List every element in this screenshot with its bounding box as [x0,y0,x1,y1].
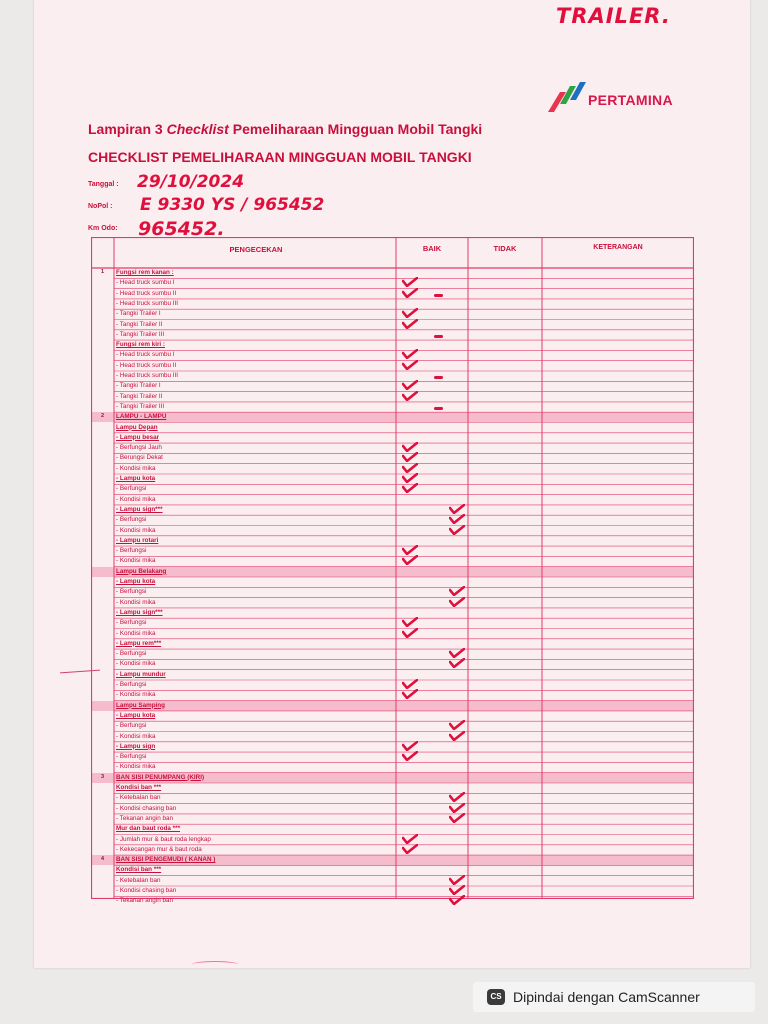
row-label: - Head truck sumbu III [116,299,178,307]
table-row [91,659,694,669]
row-label: Mur dan baut roda *** [116,825,181,833]
header-keterangan: KETERANGAN [593,244,643,251]
table-row [91,515,694,525]
checkmark-icon [402,319,418,329]
row-label: - Tangki Trailer II [116,392,163,400]
table-row [91,268,694,278]
row-label: - Lampu kota [116,475,156,482]
table-row [91,453,694,463]
checkmark-icon [449,895,465,905]
km-odo-label: Km Odo: [88,225,118,232]
table-row [91,865,694,875]
checkmark-icon [402,308,418,318]
checkmark-icon [402,617,418,627]
table-row [91,587,694,597]
row-label: Kondisi ban *** [116,866,162,874]
row-label: - Head truck sumbu I [116,279,175,287]
row-label: - Berfungsi [116,650,147,658]
checkmark-icon [449,720,465,730]
document-title-appendix: Lampiran 3 Checklist Pemeliharaan Mingguan Mobil Tangki [88,121,483,137]
table-row [91,567,694,577]
row-label: - Head truck sumbu II [116,289,177,297]
table-row [91,464,694,474]
handwritten-date: 29/10/2024 [137,172,245,192]
table-row [91,855,694,865]
row-label: - Berfungsi [116,753,147,761]
row-label: - Tangki Trailer III [116,330,165,338]
table-row [91,350,694,360]
table-row [91,793,694,803]
checkmark-icon [449,885,465,895]
table-row [91,495,694,505]
row-label: - Tangki Trailer I [116,382,161,390]
handwritten-km-odo: 965452. [138,218,225,240]
handwritten-trailer-note: TRAILER. [556,4,671,28]
checkmark-icon [402,288,418,298]
table-row [91,309,694,319]
checkmark-icon [449,648,465,658]
checkmark-icon [402,483,418,493]
checkmark-icon [402,277,418,287]
row-label: BAN SISI PENUMPANG (KIRI) [116,773,205,781]
row-label: Lampu Samping [116,701,165,709]
row-label: - Lampu sign*** [116,505,163,513]
table-row [91,845,694,855]
dash-mark [434,376,443,379]
table-row [91,330,694,340]
row-label: - Kondisi mika [116,660,156,668]
table-row [91,701,694,711]
header-baik: BAIK [422,244,442,253]
row-label: - Jumlah mur & baut roda lengkap [116,835,211,843]
checkmark-icon [449,813,465,823]
table-row [91,886,694,896]
section-number: 1 [100,269,105,275]
dash-mark [434,335,443,338]
row-label: - Kondisi chasing ban [116,887,177,894]
table-row [91,505,694,515]
table-row [91,742,694,752]
row-label: - Kondisi mika [116,526,156,534]
table-row [91,649,694,659]
table-row [91,732,694,742]
row-label: - Kondisi mika [116,598,156,606]
row-label: Lampu Belakang [116,567,167,575]
row-label: - Tekanan angin ban [116,897,173,905]
checkmark-icon [449,525,465,535]
checkmark-icon [449,658,465,668]
row-label: - Lampu kota [116,578,156,585]
table-row [91,804,694,814]
checkmark-icon [402,349,418,359]
checkmark-icon [449,586,465,596]
pertamina-logo-icon [546,82,586,114]
checkmark-icon [402,628,418,638]
table-row [91,773,694,783]
table-row [91,608,694,618]
table-row [91,546,694,556]
checkmark-icon [402,473,418,483]
camscanner-watermark [473,982,755,1012]
section-number: 4 [100,856,105,863]
table-row [91,392,694,402]
checkmark-icon [449,875,465,885]
row-label: - Lampu mundur [116,670,166,678]
table-row [91,629,694,639]
table-row [91,639,694,649]
table-row [91,402,694,412]
row-label: - Tekanan angin ban [116,814,173,822]
section-number: 3 [100,773,105,780]
table-row [91,711,694,721]
table-row [91,484,694,494]
table-row [91,783,694,793]
table-row [91,896,694,906]
table-row [91,299,694,309]
row-label: - Kondisi mika [116,557,156,565]
row-label: - Lampu besar [116,433,160,441]
table-row [91,381,694,391]
row-label: - Kondisi mika [116,464,156,472]
table-row [91,526,694,536]
checkmark-icon [402,391,418,401]
row-label: - Berfungsi Jauh [116,444,162,452]
row-label: - Head truck sumbu II [116,361,177,369]
checkmark-icon [402,689,418,699]
table-row [91,876,694,886]
table-row [91,618,694,628]
row-label: - Berfungsi [116,485,147,493]
table-row [91,690,694,700]
nopol-label: NoPol : [88,203,113,210]
row-label: BAN SISI PENGEMUDI ( KANAN ) [116,856,216,864]
document-title-checklist: CHECKLIST PEMELIHARAAN MINGGUAN MOBIL TANGKI [88,149,472,165]
checkmark-icon [402,555,418,565]
row-label: - Kekecangan mur & baut roda [116,845,202,853]
checkmark-icon [402,360,418,370]
table-row [91,577,694,587]
row-label: - Berfungsi [116,681,147,688]
table-row [91,598,694,608]
table-row [91,412,694,422]
row-label: - Tangki Trailer II [116,320,163,328]
table-row [91,835,694,845]
checkmark-icon [402,442,418,452]
table-row [91,680,694,690]
row-label: - Lampu kota [116,711,156,719]
checkmark-icon [402,545,418,555]
row-label: - Berfungsi [116,547,147,555]
header-pengecekan: PENGECEKAN [229,245,283,254]
table-row [91,278,694,288]
row-label: Fungsi rem kanan : [116,269,174,276]
checkmark-icon [449,514,465,524]
row-label: - Head truck sumbu III [116,372,178,379]
row-label: - Tangki Trailer III [116,402,165,410]
dash-mark [434,294,443,297]
checkmark-icon [402,452,418,462]
camscanner-icon: CS [487,989,505,1005]
row-label: - Lampu sign [116,742,156,750]
table-row [91,320,694,330]
checkmark-icon [449,597,465,607]
row-label: Kondisi ban *** [116,784,162,791]
row-label: Lampu Depan [116,423,158,431]
pertamina-logo-text: PERTAMINA [588,92,673,108]
checkmark-icon [449,731,465,741]
row-label: - Head truck sumbu I [116,351,175,359]
camscanner-text: Dipindai dengan CamScanner [513,989,700,1005]
table-row [91,556,694,566]
checkmark-icon [449,792,465,802]
checkmark-icon [402,463,418,473]
row-label: - Berfungsi [116,619,147,627]
checkmark-icon [449,803,465,813]
row-label: LAMPU - LAMPU [116,413,167,421]
row-label: - Lampu sign*** [116,608,163,616]
dash-mark [434,407,443,410]
table-row [91,371,694,381]
row-label: - Berungsi Dekat [116,454,163,462]
row-label: - Lampu rotari [116,536,159,544]
table-row [91,721,694,731]
row-label: - Kondisi mika [116,763,156,771]
row-label: - Kondisi chasing ban [116,804,177,812]
table-row [91,443,694,453]
checkmark-icon [449,504,465,514]
table-row [91,814,694,824]
pen-scribble [192,961,238,968]
row-label: - Kondisi mika [116,629,156,637]
checkmark-icon [402,751,418,761]
table-row [91,762,694,772]
header-tidak: TIDAK [493,244,517,253]
table-row [91,752,694,762]
table-row [91,536,694,546]
row-label: - Kondisi mika [116,732,156,740]
section-number: 2 [100,413,105,420]
checkmark-icon [402,380,418,390]
row-label: - Tangki Trailer I [116,310,161,318]
checkmark-icon [402,679,418,689]
table-row [91,340,694,350]
row-label: Fungsi rem kiri : [116,341,165,349]
checkmark-icon [402,844,418,854]
row-label: - Kondisi mika [116,691,156,699]
handwritten-nopol: E 9330 YS / 965452 [140,195,325,215]
table-row [91,433,694,443]
table-row [91,361,694,371]
checkmark-icon [402,834,418,844]
row-label: - Ketebalan ban [116,876,161,884]
table-row [91,423,694,433]
row-label: - Lampu rem*** [116,639,162,647]
table-row [91,289,694,299]
row-label: - Berfungsi [116,516,147,524]
row-label: - Berfungsi [116,722,147,730]
tanggal-label: Tanggal : [88,181,119,188]
table-row [91,670,694,680]
table-row [91,824,694,834]
row-label: - Ketebalan ban [116,794,161,802]
table-row [91,474,694,484]
row-label: - Berfungsi [116,588,147,596]
checkmark-icon [402,741,418,751]
row-label: - Kondisi mika [116,495,156,503]
